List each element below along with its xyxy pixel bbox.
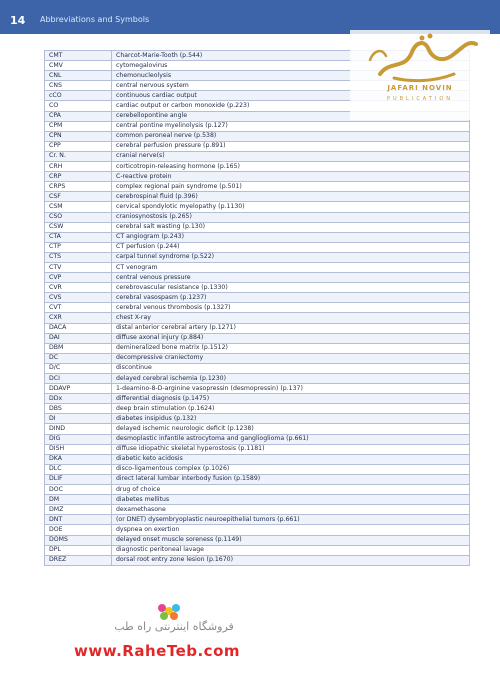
abbreviation-cell: Cr. N. <box>45 151 112 161</box>
definition-cell: chemonucleolysis <box>112 71 470 81</box>
abbreviation-cell: CSF <box>45 192 112 202</box>
definition-cell: cerebral perfusion pressure (p.891) <box>112 141 470 151</box>
table-row <box>45 474 470 484</box>
table-row <box>45 444 470 454</box>
table-row <box>45 545 470 555</box>
table-row <box>45 313 470 323</box>
definition-cell: complex regional pain syndrome (p.501) <box>112 182 470 192</box>
abbreviation-cell: D/C <box>45 363 112 373</box>
abbreviation-cell: DI <box>45 414 112 424</box>
abbreviation-cell: DOE <box>45 525 112 535</box>
table-row <box>45 151 470 161</box>
abbreviation-cell: DPL <box>45 545 112 555</box>
table-row <box>45 424 470 434</box>
abbreviation-cell: CSM <box>45 202 112 212</box>
definition-cell: diagnostic peritoneal lavage <box>112 545 470 555</box>
abbreviation-cell: DMZ <box>45 505 112 515</box>
logo-subtitle: PUBLICATION <box>386 96 454 102</box>
table-row <box>45 293 470 303</box>
store-name-persian: فروشگاه اینترنتی راه طب <box>114 620 234 633</box>
definition-cell: disco-ligamentous complex (p.1026) <box>112 464 470 474</box>
table-row <box>45 131 470 141</box>
definition-cell: cervical spondylotic myelopathy (p.1130) <box>112 202 470 212</box>
abbreviation-cell: DIG <box>45 434 112 444</box>
table-row <box>45 525 470 535</box>
definition-cell: dexamethasone <box>112 505 470 515</box>
abbreviation-cell: CPN <box>45 131 112 141</box>
definition-cell: delayed ischemic neurologic deficit (p.1238) <box>112 424 470 434</box>
abbreviation-cell: CTS <box>45 252 112 262</box>
abbreviation-cell: CRH <box>45 162 112 172</box>
table-row <box>45 262 470 272</box>
table-row <box>45 374 470 384</box>
abbreviation-cell: CTV <box>45 262 112 272</box>
abbreviation-cell: DLIF <box>45 474 112 484</box>
abbreviation-cell: CVS <box>45 293 112 303</box>
definition-cell: central pontine myelinolysis (p.127) <box>112 121 470 131</box>
definition-cell: cerebrovascular resistance (p.1330) <box>112 283 470 293</box>
definition-cell: C-reactive protein <box>112 172 470 182</box>
abbreviation-table-body <box>45 51 470 566</box>
abbreviation-cell: CPA <box>45 111 112 121</box>
abbreviation-cell: DC <box>45 353 112 363</box>
table-row <box>45 454 470 464</box>
abbreviation-cell: DBM <box>45 343 112 353</box>
definition-cell: (or DNET) dysembryoplastic neuroepithelial tumors (p.661) <box>112 515 470 525</box>
store-url: www.RaheTeb.com <box>74 642 241 660</box>
definition-cell: cerebellopontine angle <box>112 111 470 121</box>
abbreviation-cell: cCO <box>45 91 112 101</box>
abbreviation-cell: DDx <box>45 394 112 404</box>
definition-cell: dorsal root entry zone lesion (p.1670) <box>112 555 470 565</box>
abbreviation-cell: CXR <box>45 313 112 323</box>
table-row <box>45 162 470 172</box>
definition-cell: delayed onset muscle soreness (p.1149) <box>112 535 470 545</box>
table-row <box>45 535 470 545</box>
abbreviation-cell: DM <box>45 495 112 505</box>
definition-cell: CT venogram <box>112 262 470 272</box>
abbreviation-cell: DOMS <box>45 535 112 545</box>
abbreviation-cell: CSO <box>45 212 112 222</box>
table-row <box>45 273 470 283</box>
table-row <box>45 283 470 293</box>
table-row <box>45 252 470 262</box>
abbreviation-cell: CVP <box>45 273 112 283</box>
abbreviation-cell: CTP <box>45 242 112 252</box>
abbreviation-cell: CPM <box>45 121 112 131</box>
table-row <box>45 363 470 373</box>
abbreviation-cell: DREZ <box>45 555 112 565</box>
definition-cell: carpal tunnel syndrome (p.522) <box>112 252 470 262</box>
abbreviation-cell: CNS <box>45 81 112 91</box>
table-row <box>45 141 470 151</box>
definition-cell: drug of choice <box>112 485 470 495</box>
table-row <box>45 232 470 242</box>
publisher-logo <box>350 30 490 120</box>
table-row <box>45 121 470 131</box>
definition-cell: cerebrospinal fluid (p.396) <box>112 192 470 202</box>
logo-name: JAFARI NOVIN <box>387 84 453 92</box>
table-row <box>45 182 470 192</box>
table-row <box>45 404 470 414</box>
abbreviation-cell: CNL <box>45 71 112 81</box>
definition-cell: delayed cerebral ischemia (p.1230) <box>112 374 470 384</box>
table-row <box>45 172 470 182</box>
page-number: 14 <box>10 14 26 27</box>
definition-cell: distal anterior cerebral artery (p.1271) <box>112 323 470 333</box>
abbreviation-cell: DISH <box>45 444 112 454</box>
definition-cell: diffuse axonal injury (p.884) <box>112 333 470 343</box>
running-head: Abbreviations and Symbols <box>40 15 150 24</box>
definition-cell: cardiac output or carbon monoxide (p.223) <box>112 101 470 111</box>
table-row <box>45 505 470 515</box>
definition-cell: dyspnea on exertion <box>112 525 470 535</box>
definition-cell: CT angiogram (p.243) <box>112 232 470 242</box>
flower-logo-icon <box>154 600 184 622</box>
abbreviation-cell: DBS <box>45 404 112 414</box>
table-row <box>45 414 470 424</box>
definition-cell: central nervous system <box>112 81 470 91</box>
definition-cell: discontinue <box>112 363 470 373</box>
abbreviation-cell: CRPS <box>45 182 112 192</box>
definition-cell: Charcot-Marie-Tooth (p.544) <box>112 51 470 61</box>
table-row <box>45 434 470 444</box>
table-row <box>45 343 470 353</box>
abbreviation-cell: CSW <box>45 222 112 232</box>
abbreviation-cell: DAI <box>45 333 112 343</box>
table-row <box>45 485 470 495</box>
definition-cell: differential diagnosis (p.1475) <box>112 394 470 404</box>
abbreviation-cell: CVR <box>45 283 112 293</box>
definition-cell: central venous pressure <box>112 273 470 283</box>
abbreviation-cell: DKA <box>45 454 112 464</box>
table-row <box>45 515 470 525</box>
definition-cell: corticotropin-releasing hormone (p.165) <box>112 162 470 172</box>
definition-cell: continuous cardiac output <box>112 91 470 101</box>
definition-cell: desmoplastic infantile astrocytoma and ganglioglioma (p.661) <box>112 434 470 444</box>
table-row <box>45 323 470 333</box>
definition-cell: cerebral venous thrombosis (p.1327) <box>112 303 470 313</box>
table-row <box>45 192 470 202</box>
abbreviation-cell: CO <box>45 101 112 111</box>
table-row <box>45 384 470 394</box>
definition-cell: deep brain stimulation (p.1624) <box>112 404 470 414</box>
abbreviation-cell: CVT <box>45 303 112 313</box>
definition-cell: cytomegalovirus <box>112 61 470 71</box>
abbreviation-cell: DDAVP <box>45 384 112 394</box>
abbreviation-cell: DIND <box>45 424 112 434</box>
definition-cell: craniosynostosis (p.265) <box>112 212 470 222</box>
definition-cell: CT perfusion (p.244) <box>112 242 470 252</box>
abbreviation-cell: CRP <box>45 172 112 182</box>
abbreviation-cell: DNT <box>45 515 112 525</box>
definition-cell: diabetes mellitus <box>112 495 470 505</box>
definition-cell: direct lateral lumbar interbody fusion (p.1589) <box>112 474 470 484</box>
table-row <box>45 353 470 363</box>
abbreviation-cell: DCI <box>45 374 112 384</box>
abbreviation-cell: CMT <box>45 51 112 61</box>
table-row <box>45 242 470 252</box>
table-row <box>45 464 470 474</box>
table-row <box>45 202 470 212</box>
definition-cell: cranial nerve(s) <box>112 151 470 161</box>
abbreviation-table <box>44 50 470 566</box>
table-row <box>45 212 470 222</box>
store-watermark <box>74 600 284 668</box>
table-row <box>45 495 470 505</box>
table-row <box>45 333 470 343</box>
abbreviation-cell: CMV <box>45 61 112 71</box>
abbreviation-cell: CTA <box>45 232 112 242</box>
abbreviation-cell: DOC <box>45 485 112 495</box>
definition-cell: diabetic keto acidosis <box>112 454 470 464</box>
definition-cell: common peroneal nerve (p.538) <box>112 131 470 141</box>
table-row <box>45 303 470 313</box>
definition-cell: 1-deamino-8-D-arginine vasopressin (desmopressin) (p.137) <box>112 384 470 394</box>
calligraphy-emblem-icon <box>350 30 490 84</box>
definition-cell: decompressive craniectomy <box>112 353 470 363</box>
table-row <box>45 222 470 232</box>
abbreviation-cell: CPP <box>45 141 112 151</box>
table-row <box>45 394 470 404</box>
header-band <box>0 0 500 34</box>
definition-cell: diffuse idiopathic skeletal hyperostosis (p.1181) <box>112 444 470 454</box>
table-row <box>45 555 470 565</box>
definition-cell: diabetes insipidus (p.132) <box>112 414 470 424</box>
abbreviation-cell: DLC <box>45 464 112 474</box>
definition-cell: cerebral salt wasting (p.130) <box>112 222 470 232</box>
abbreviation-cell: DACA <box>45 323 112 333</box>
definition-cell: demineralized bone matrix (p.1512) <box>112 343 470 353</box>
definition-cell: chest X-ray <box>112 313 470 323</box>
definition-cell: cerebral vasospasm (p.1237) <box>112 293 470 303</box>
